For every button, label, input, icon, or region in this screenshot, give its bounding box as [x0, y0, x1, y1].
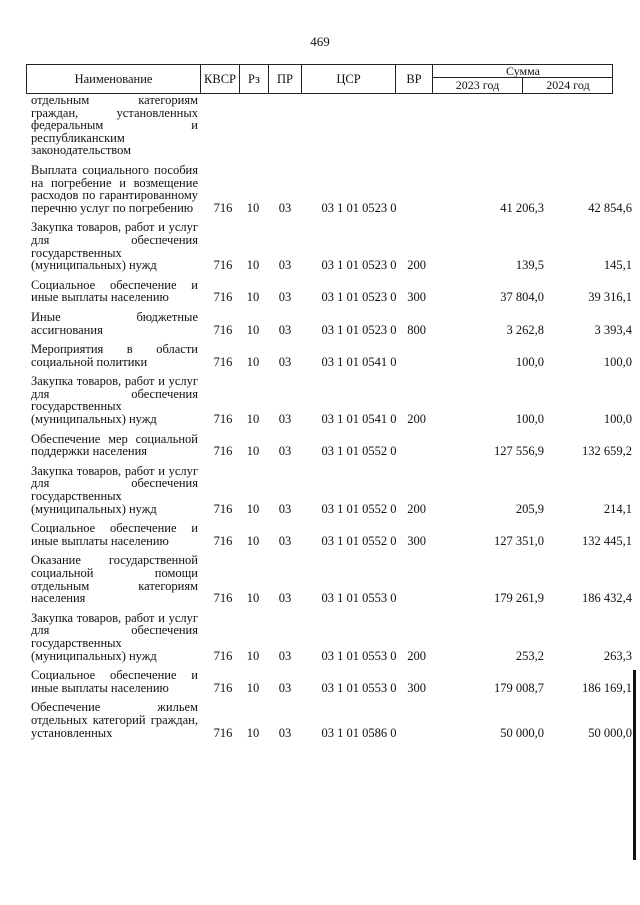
sum-2023-cell: 253,2	[515, 648, 544, 663]
header-name: Наименование	[27, 65, 201, 93]
kvsr-cell: 716	[213, 322, 233, 337]
table-row	[26, 277, 632, 305]
kvsr-cell: 716	[213, 444, 233, 459]
rz-cell: 10	[246, 591, 260, 606]
kvsr-cell: 716	[213, 648, 233, 663]
pr-cell: 03	[278, 354, 292, 369]
sum-2024-cell: 50 000,0	[588, 725, 632, 740]
rz-cell: 10	[246, 354, 260, 369]
pr-cell: 03	[278, 725, 292, 740]
sum-2024-cell: 3 393,4	[594, 322, 632, 337]
rz-cell: 10	[246, 444, 260, 459]
csr-cell: 03 1 01 0523 0	[321, 290, 397, 305]
sum-2024-cell: 186 432,4	[582, 591, 632, 606]
page-number: 469	[310, 34, 330, 49]
header-kvsr: КВСР	[201, 65, 240, 93]
header-vr: ВР	[396, 65, 433, 93]
pr-cell: 03	[278, 322, 292, 337]
table-body	[26, 93, 632, 746]
vr-cell: 300	[407, 533, 426, 548]
row-name: Закупка товаров, работ и услуг для обеспечения государственных (муниципальных) нужд	[31, 463, 198, 516]
sum-2023-cell: 100,0	[515, 354, 544, 369]
pr-cell: 03	[278, 444, 292, 459]
csr-cell: 03 1 01 0553 0	[321, 680, 397, 695]
vr-cell: 300	[407, 680, 426, 695]
table-row	[26, 668, 632, 695]
kvsr-cell: 716	[213, 412, 233, 427]
sum-2024-cell: 214,1	[603, 501, 632, 516]
sum-2023-cell: 3 262,8	[506, 322, 544, 337]
sum-2024-cell: 100,0	[603, 354, 632, 369]
sum-2023-cell: 127 556,9	[494, 444, 544, 459]
csr-cell: 03 1 01 0523 0	[321, 258, 397, 273]
pr-cell: 03	[278, 648, 292, 663]
table-row	[26, 431, 632, 459]
pr-cell: 03	[278, 533, 292, 548]
csr-cell: 03 1 01 0586 0	[321, 725, 397, 740]
header-rz: Рз	[240, 65, 269, 93]
sum-2023-cell: 50 000,0	[500, 725, 544, 740]
table-row	[26, 610, 632, 663]
table-row	[26, 342, 632, 369]
row-name: Закупка товаров, работ и услуг для обеспечения государственных (муниципальных) нужд	[31, 374, 198, 427]
header-sum: Сумма	[433, 65, 613, 78]
pr-cell: 03	[278, 200, 292, 215]
csr-cell: 03 1 01 0523 0	[321, 322, 397, 337]
rz-cell: 10	[246, 412, 260, 427]
kvsr-cell: 716	[213, 725, 233, 740]
kvsr-cell: 716	[213, 533, 233, 548]
kvsr-cell: 716	[213, 258, 233, 273]
table-row	[26, 521, 632, 548]
header-2023: 2023 год	[433, 78, 523, 93]
kvsr-cell: 716	[213, 680, 233, 695]
table-row	[26, 463, 632, 516]
csr-cell: 03 1 01 0553 0	[321, 648, 397, 663]
table-row	[26, 162, 632, 215]
sum-2023-cell: 100,0	[515, 412, 544, 427]
row-name: Выплата социального пособия на погребение и возмещение расходов по гарантированному перечню услуг по погребению	[31, 162, 198, 215]
pr-cell: 03	[278, 680, 292, 695]
scan-edge-mark	[633, 670, 636, 860]
kvsr-cell: 716	[213, 290, 233, 305]
pr-cell: 03	[278, 591, 292, 606]
row-name: Социальное обеспечение и иные выплаты населению	[31, 277, 198, 305]
csr-cell: 03 1 01 0541 0	[321, 412, 397, 427]
rz-cell: 10	[246, 200, 260, 215]
row-name: Социальное обеспечение и иные выплаты населению	[31, 521, 198, 548]
table-row	[26, 374, 632, 427]
row-name: Оказание государственной социальной помощи отдельным категориям населения	[31, 553, 198, 606]
pr-cell: 03	[278, 412, 292, 427]
table-row	[26, 94, 626, 157]
sum-2023-cell: 205,9	[515, 501, 544, 516]
row-name: Обеспечение жильем отдельных категорий граждан, установленных	[31, 700, 198, 740]
table-row	[26, 220, 632, 273]
csr-cell: 03 1 01 0552 0	[321, 444, 397, 459]
row-name: Закупка товаров, работ и услуг для обеспечения государственных (муниципальных) нужд	[31, 220, 198, 273]
rz-cell: 10	[246, 725, 260, 740]
kvsr-cell: 716	[213, 200, 233, 215]
rz-cell: 10	[246, 258, 260, 273]
rz-cell: 10	[246, 501, 260, 516]
kvsr-cell: 716	[213, 501, 233, 516]
pr-cell: 03	[278, 501, 292, 516]
sum-2024-cell: 145,1	[603, 258, 632, 273]
csr-cell: 03 1 01 0552 0	[321, 501, 397, 516]
rz-cell: 10	[246, 290, 260, 305]
table-row	[26, 553, 632, 606]
vr-cell: 200	[407, 258, 426, 273]
kvsr-cell: 716	[213, 591, 233, 606]
header-csr: ЦСР	[302, 65, 396, 93]
sum-2023-cell: 127 351,0	[494, 533, 544, 548]
rz-cell: 10	[246, 680, 260, 695]
csr-cell: 03 1 01 0541 0	[321, 354, 397, 369]
csr-cell: 03 1 01 0523 0	[321, 200, 397, 215]
rz-cell: 10	[246, 322, 260, 337]
row-name: Социальное обеспечение и иные выплаты населению	[31, 668, 198, 695]
row-name: отдельным категориям граждан, установленных федеральным и республиканским законодательством	[31, 93, 198, 158]
sum-2023-cell: 179 261,9	[494, 591, 544, 606]
vr-cell: 300	[407, 290, 426, 305]
sum-2024-cell: 39 316,1	[588, 290, 632, 305]
header-2024: 2024 год	[546, 78, 590, 92]
sum-2023-cell: 139,5	[515, 258, 544, 273]
csr-cell: 03 1 01 0552 0	[321, 533, 397, 548]
sum-2024-cell: 100,0	[603, 412, 632, 427]
vr-cell: 800	[407, 322, 426, 337]
pr-cell: 03	[278, 290, 292, 305]
kvsr-cell: 716	[213, 354, 233, 369]
sum-2023-cell: 37 804,0	[500, 290, 544, 305]
table-row	[26, 700, 632, 740]
sum-2023-cell: 41 206,3	[500, 200, 544, 215]
table-row	[26, 309, 632, 337]
sum-2023-cell: 179 008,7	[494, 680, 544, 695]
row-name: Иные бюджетные ассигнования	[31, 309, 198, 337]
sum-2024-cell: 42 854,6	[588, 200, 632, 215]
vr-cell: 200	[407, 412, 426, 427]
csr-cell: 03 1 01 0553 0	[321, 591, 397, 606]
vr-cell: 200	[407, 648, 426, 663]
rz-cell: 10	[246, 648, 260, 663]
rz-cell: 10	[246, 533, 260, 548]
pr-cell: 03	[278, 258, 292, 273]
sum-2024-cell: 263,3	[603, 648, 632, 663]
row-name: Закупка товаров, работ и услуг для обеспечения государственных (муниципальных) нужд	[31, 610, 198, 663]
vr-cell: 200	[407, 501, 426, 516]
header-pr: ПР	[269, 65, 302, 93]
row-name: Обеспечение мер социальной поддержки населения	[31, 431, 198, 459]
sum-2024-cell: 186 169,1	[582, 680, 632, 695]
table-header	[26, 64, 613, 94]
sum-2024-cell: 132 659,2	[582, 444, 632, 459]
sum-2024-cell: 132 445,1	[582, 533, 632, 548]
row-name: Мероприятия в области социальной политики	[31, 342, 198, 369]
